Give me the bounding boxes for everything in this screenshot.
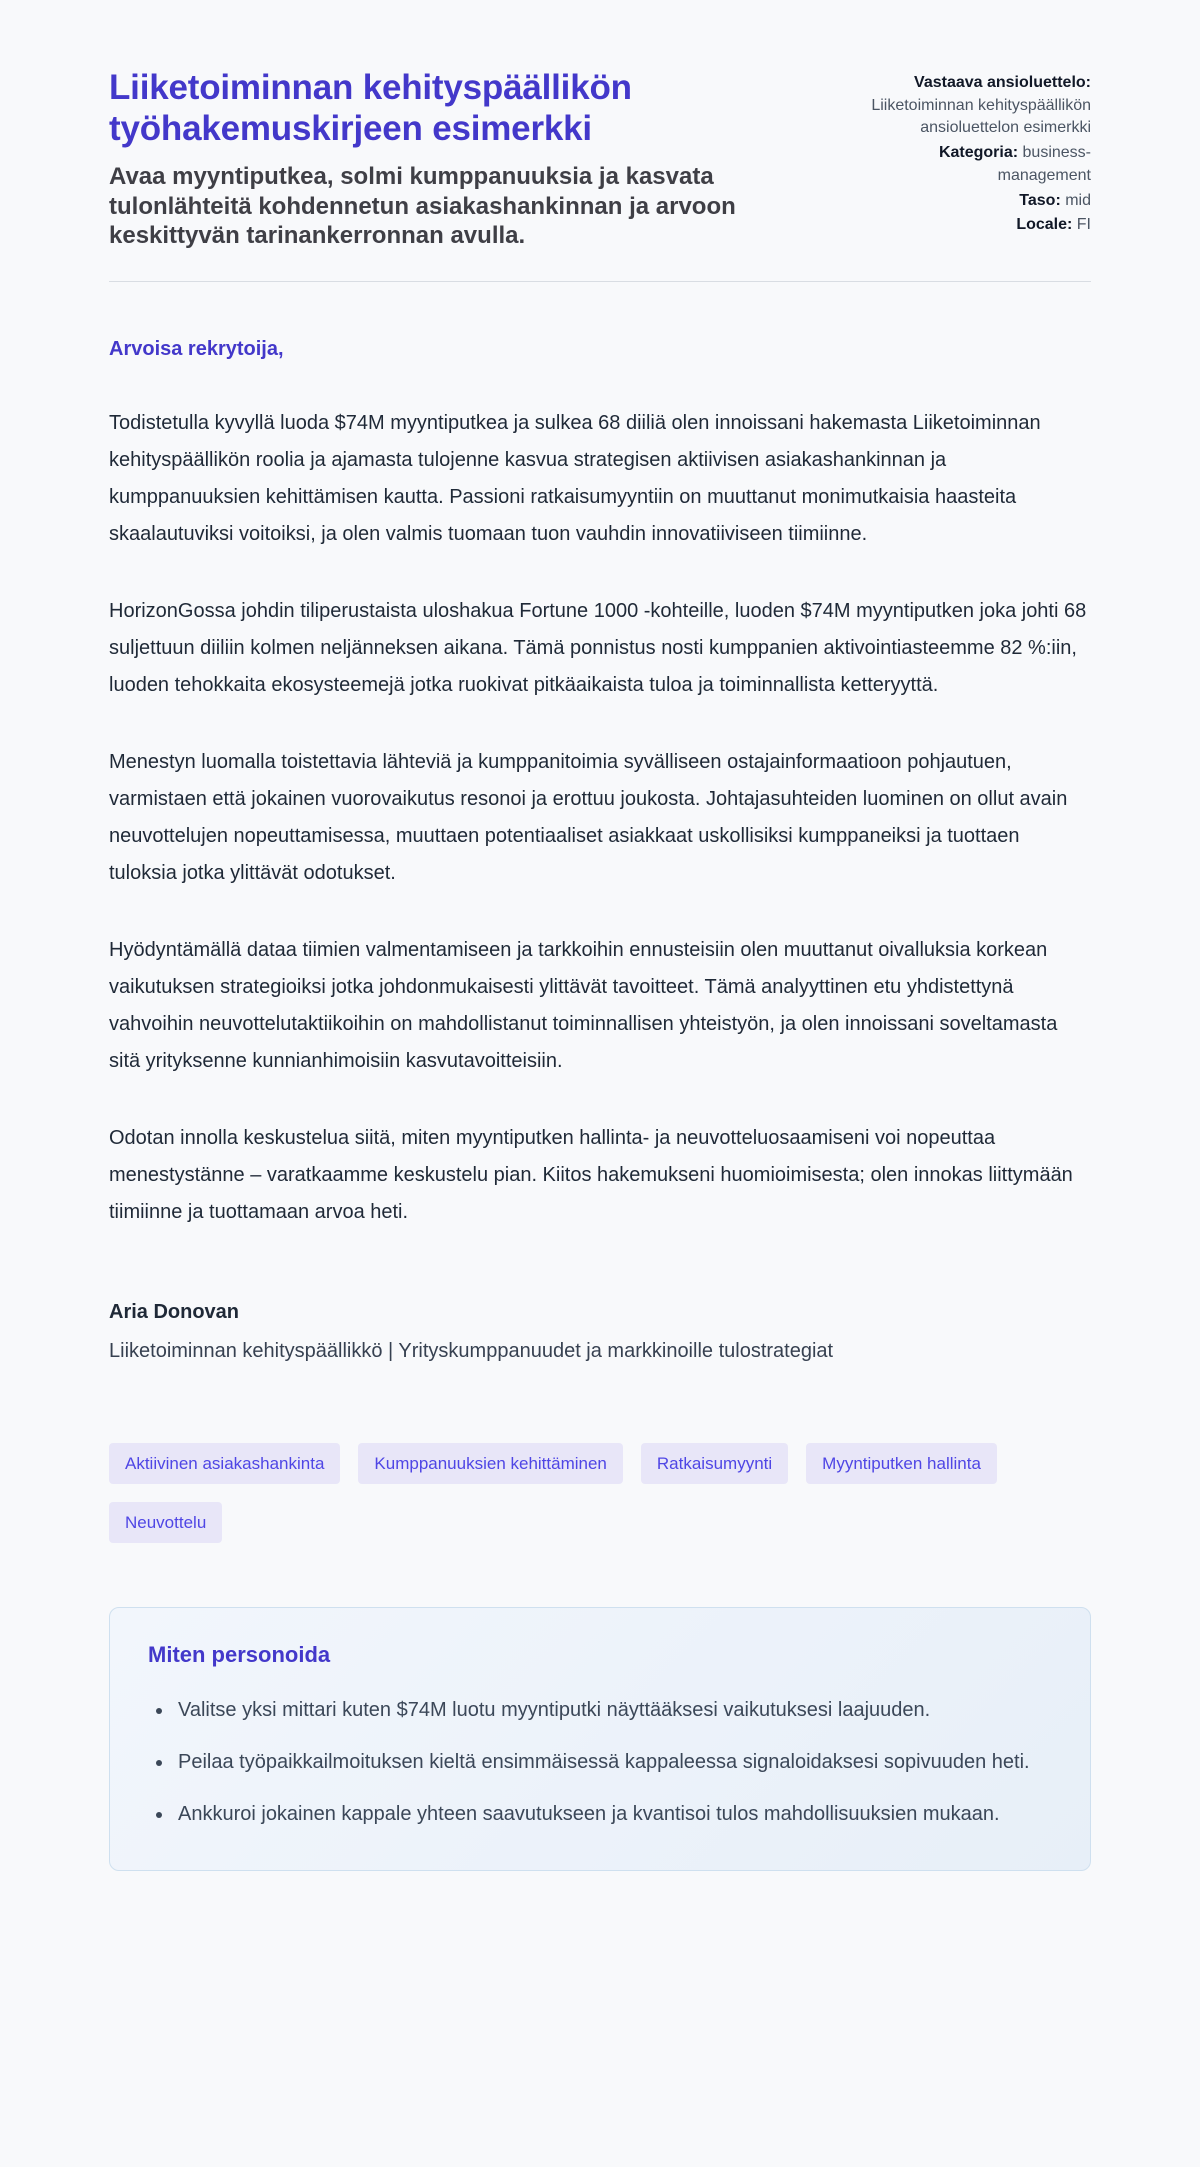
meta-category — [857, 142, 1091, 187]
skill-tag: Ratkaisumyynti — [641, 1443, 788, 1484]
signature-title: Liiketoiminnan kehityspäällikkö | Yrityskumppanuudet ja markkinoille tulostrategiat — [109, 1340, 834, 1363]
meta-category-value: business-management — [997, 144, 1091, 184]
meta-level — [857, 190, 1091, 213]
meta-category-label: Kategoria: — [938, 144, 1019, 162]
meta-locale-value: FI — [1076, 216, 1091, 234]
tips-list — [148, 1692, 1052, 1832]
personalization-tips-box — [109, 1607, 1091, 1871]
meta-panel — [857, 68, 1091, 251]
skill-tag: Kumppanuuksien kehittäminen — [358, 1443, 622, 1484]
header-divider — [109, 281, 1091, 282]
page-subtitle: Avaa myyntiputkea, solmi kumppanuuksia ja kasvata tulonlähteitä kohdennetun asiakashankinnan ja arvoon keskittyvän tarinankerronnan avulla. — [109, 162, 736, 250]
letter-paragraph: Todistetulla kyvyllä luoda $74M myyntiputkea ja sulkea 68 diiliä olen innoissani hakemasta Liiketoiminnan kehityspäällikön roolia ja ajamasta tulojenne kasvua strategisen aktiivisen asiakashankinnan ja kumppanuuksien kehittämisen kautta. Passioni ratkaisumyyntiin on muuttanut monimutkaisia haasteita skaalautuviksi voitoiksi, ja olen valmis tuomaan tuon vauhdin innovatiiviseen tiimiinne. — [109, 412, 1041, 546]
meta-locale — [857, 214, 1091, 237]
page-title: Liiketoiminnan kehityspäällikön työhakemuskirjeen esimerkki — [109, 68, 632, 148]
letter-paragraph: HorizonGossa johdin tiliperustaista uloshakua Fortune 1000 -kohteille, luoden $74M myyntiputken joka johti 68 suljettuun diiliin kolmen neljänneksen aikana. Tämä ponnistus nosti kumppanien aktivointiasteemme 82 %:iin, luoden tehokkaita ekosysteemejä jotka ruokivat pitkäaikaista tuloa ja toiminnallista ketteryyttä. — [109, 600, 1087, 697]
tips-item: • Ankkuroi jokainen kappale yhteen saavutukseen ja kvantisoi tulos mahdollisuuksien mukaan. — [174, 1796, 1052, 1832]
meta-matching-resume — [857, 72, 1091, 140]
tips-item: • Peilaa työpaikkailmoituksen kieltä ensimmäisessä kappaleessa signaloidaksesi sopivuuden heti. — [174, 1744, 1052, 1780]
meta-matching-resume-value: Liiketoiminnan kehityspäällikön ansioluettelon esimerkki — [871, 96, 1091, 137]
header-title-block — [109, 68, 799, 251]
skill-tag: Aktiivinen asiakashankinta — [109, 1443, 340, 1484]
salutation: Arvoisa rekrytoija, — [109, 338, 284, 361]
meta-locale-label: Locale: — [1016, 216, 1073, 234]
letter-body — [109, 338, 1091, 1363]
meta-matching-resume-label: Vastaava ansioluettelo: — [914, 74, 1091, 91]
skill-tags — [109, 1443, 1091, 1543]
signature-name: Aria Donovan — [109, 1301, 240, 1324]
skill-tag: Myyntiputken hallinta — [806, 1443, 997, 1484]
meta-level-value: mid — [1065, 191, 1091, 209]
page-header — [109, 68, 1091, 251]
tips-item: • Valitse yksi mittari kuten $74M luotu myyntiputki näyttääksesi vaikutuksesi laajuuden. — [174, 1692, 1052, 1728]
meta-level-label: Taso: — [1019, 191, 1061, 209]
letter-paragraph: Menestyn luomalla toistettavia lähteviä ja kumppanitoimia syvälliseen ostajainformaatioon pohjautuen, varmistaen että jokainen vuorovaikutus resonoi ja erottuu joukosta. Johtajasuhteiden luominen on ollut avain neuvottelujen nopeuttamisessa, muuttaen potentiaaliset asiakkaat uskollisiksi kumppaneiksi ja tuottaen tuloksia jotka ylittävät odotukset. — [109, 751, 1068, 885]
letter-paragraph: Hyödyntämällä dataa tiimien valmentamiseen ja tarkkoihin ennusteisiin olen muuttanut oivalluksia korkean vaikutuksen strategioiksi jotka johdonmukaisesti ylittävät tavoitteet. Tämä analyyttinen etu yhdistettynä vahvoihin neuvottelutaktiikoihin on mahdollistanut toiminnallisen yhteistyön, ja olen innoissani soveltamasta sitä yrityksenne kunnianhimoisiin kasvutavoitteisiin. — [109, 939, 1058, 1073]
letter-paragraph: Odotan innolla keskustelua siitä, miten myyntiputken hallinta- ja neuvotteluosaamiseni voi nopeuttaa menestystänne – varatkaamme keskustelu pian. Kiitos hakemukseni huomioimisesta; olen innokas liittymään tiimiinne ja tuottamaan arvoa heti. — [109, 1127, 1073, 1224]
tips-title: Miten personoida — [148, 1642, 331, 1668]
cover-letter-page — [109, 0, 1091, 1931]
skill-tag: Neuvottelu — [109, 1502, 222, 1543]
